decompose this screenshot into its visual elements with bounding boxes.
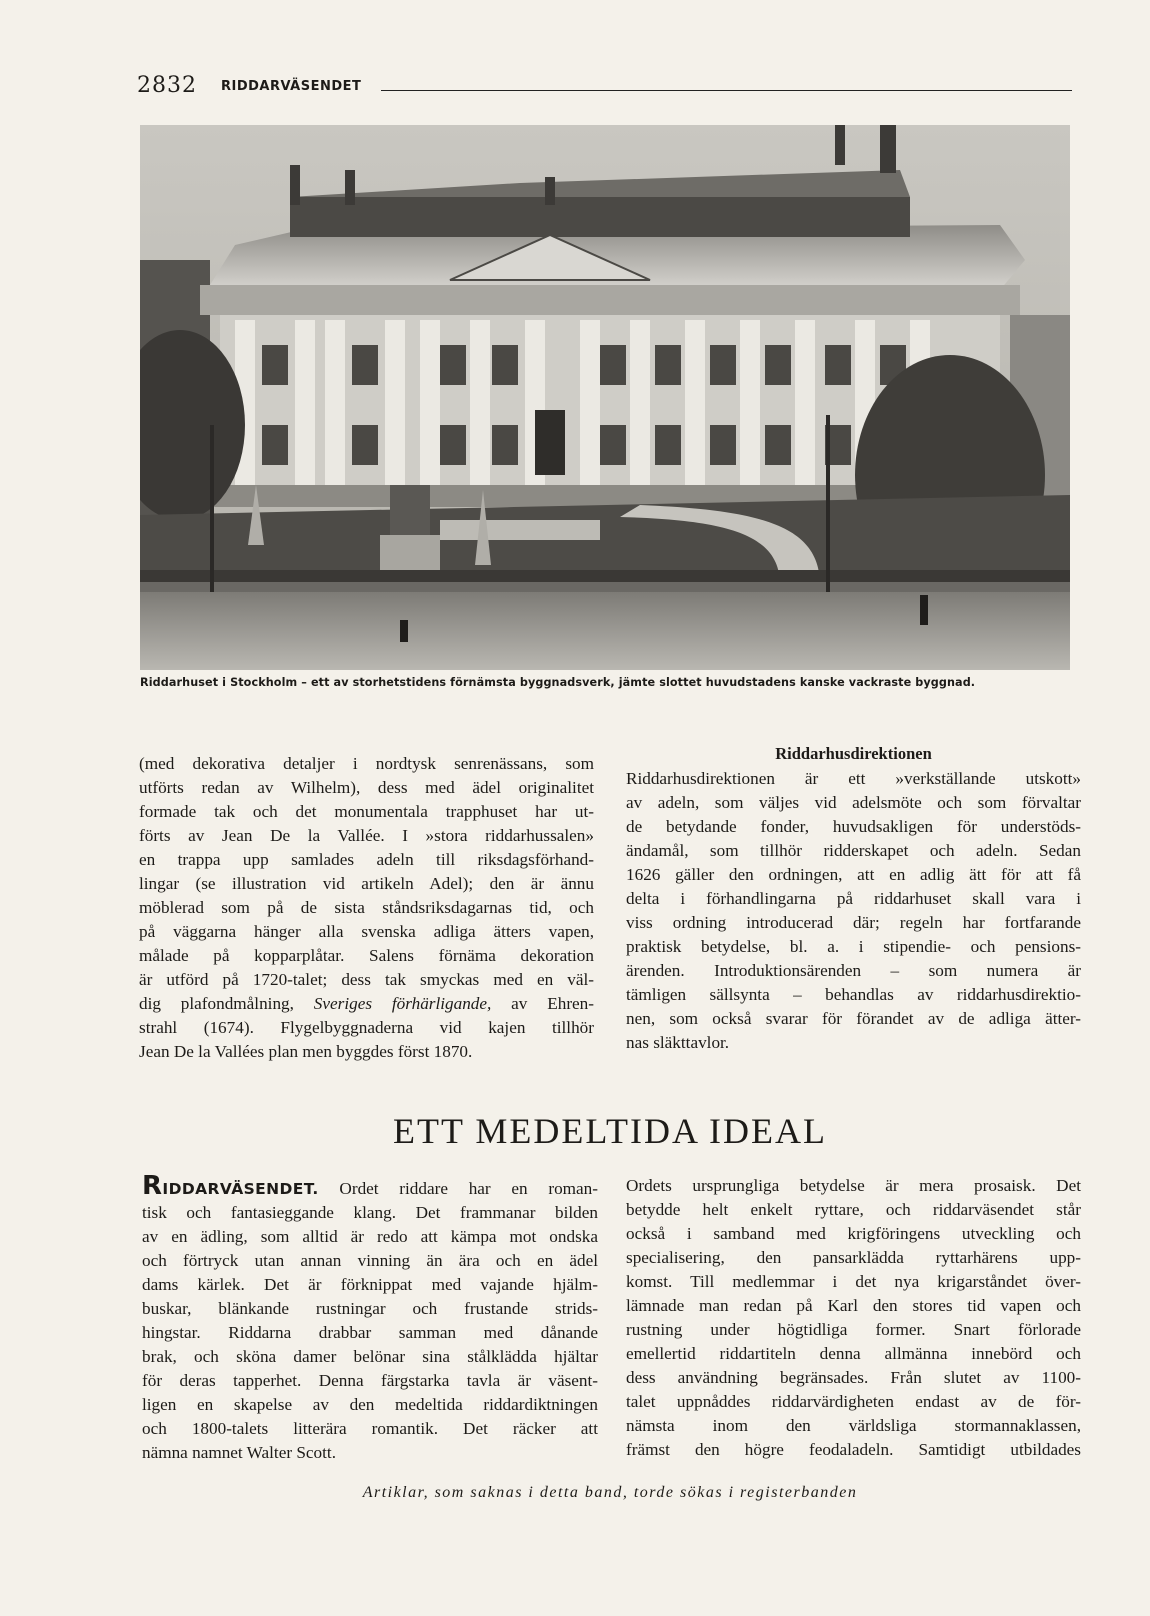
footer-note: Artiklar, som saknas i detta band, torde sökas i registerbanden [362, 1484, 858, 1501]
text-line: specialisering, den pansarklädda ryttarhärens upp- [626, 1248, 1081, 1267]
subheading: Riddarhusdirektionen [775, 744, 932, 763]
photo-caption: Riddarhuset i Stockholm – ett av storhetstidens förnämsta byggnadsverk, jämte slottet huvudstadens kanske vackraste byggnad. [140, 676, 976, 689]
running-title: RIDDARVÄSENDET [221, 79, 362, 94]
text-line: emellertid riddartiteln denna allmänna innebörd och [626, 1344, 1081, 1363]
text-line: förts av Jean De la Vallée. I »stora riddarhussalen» [139, 826, 594, 845]
text-line: dams kärlek. Det är förknippat med vajande hjälm- [142, 1275, 598, 1294]
text-line: möblerad som på de sista ståndsriksdagarnas tid, och [139, 898, 594, 917]
lead-initial: R [142, 1171, 163, 1201]
text-line: brak, och sköna damer belönar sina stålklädda hjältar [142, 1347, 598, 1366]
section-column-left [142, 1171, 598, 1465]
text-line: av adeln, som väljes vid adelsmöte och som förvaltar [626, 793, 1081, 812]
text-line: nas släkttavlor. [626, 1033, 730, 1052]
text-line: och 1800-talets litterära romantik. Det räcker att [142, 1419, 598, 1438]
section-column-right [626, 1174, 1081, 1462]
text-line: tisk och fantasieggande klang. Det frammanar bilden [142, 1203, 598, 1222]
text-line: betydde helt enkelt ryttare, och riddarväsendet står [626, 1200, 1081, 1219]
text-line: är utförd på 1720-talet; dess tak smyckas med en väl- [139, 970, 594, 989]
text-line [139, 992, 594, 1016]
riddarhuset-photo [140, 125, 1070, 670]
text-line: Ordets ursprungliga betydelse är mera prosaisk. Det [626, 1176, 1081, 1195]
text-line: målade på kopparplåtar. Salens förnäma dekoration [139, 946, 594, 965]
page-number: 2832 [137, 73, 197, 98]
artwork-title: Sveriges förhärligande, [313, 994, 492, 1013]
text-line: ligen en skapelse av den medeltida riddardiktningen [142, 1395, 598, 1414]
text-line: formade tak och det monumentala trapphuset har ut- [139, 802, 594, 821]
running-header [137, 73, 1072, 103]
header-rule [381, 90, 1072, 91]
text-line: buskar, blänkande rustningar och frustande strids- [142, 1299, 598, 1318]
text-line: av en ädling, som alltid är redo att kämpa mot ondska [142, 1227, 598, 1246]
text-line: praktisk betydelse, bl. a. i stipendie- och pensions- [626, 937, 1081, 956]
text-line: rustning under högtidliga former. Snart förlorade [626, 1320, 1081, 1339]
column-right [626, 743, 1081, 1055]
text-line: talet uppnåddes riddarvärdigheten endast av de för- [626, 1392, 1081, 1411]
text-line: hingstar. Riddarna drabbar samman med dånande [142, 1323, 598, 1342]
text-line: utförts redan av Wilhelm), dess med ädel originalitet [139, 778, 594, 797]
text-line: komst. Till medlemmar i det nya krigarståndet över- [626, 1272, 1081, 1291]
text-line: dess användning begränsades. Från slutet av 1100- [626, 1368, 1081, 1387]
text-line: (med dekorativa detaljer i nordtysk senrenässans, som [139, 754, 594, 773]
text-line: lingar (se illustration vid artikeln Adel); den är ännu [139, 874, 594, 893]
text-line: delta i förhandlingarna på riddarhuset skall vara i [626, 889, 1081, 908]
text-line: också i samband med krigföringens utveckling och [626, 1224, 1081, 1243]
text-line: viss ordning introducerad där; regeln har fortfarande [626, 913, 1081, 932]
text-line: nämna namnet Walter Scott. [142, 1443, 336, 1462]
text-line: nämsta inom den världsliga stormannaklassen, [626, 1416, 1081, 1435]
text-line: för deras tapperhet. Denna färgstarka tavla är väsent- [142, 1371, 598, 1390]
text-segment: Ordet riddare har en roman- [318, 1179, 598, 1198]
text-line: på väggarna hänger alla svenska adliga ätters vapen, [139, 922, 594, 941]
lead-word: IDDARVÄSENDET. [162, 1180, 319, 1198]
text-line: strahl (1674). Flygelbyggnaderna vid kajen tillhör [139, 1018, 594, 1037]
column-left [139, 752, 594, 1064]
text-line: ändamål, som tillhör ridderskapet och adeln. Sedan [626, 841, 1081, 860]
section-title: ETT MEDELTIDA IDEAL [393, 1111, 827, 1151]
text-line [142, 1171, 598, 1201]
text-line: tämligen sällsynta – behandlas av riddarhusdirektio- [626, 985, 1081, 1004]
text-line: och förtryck utan annan vinning än ära och en ädel [142, 1251, 598, 1270]
text-line: nen, som också svarar för förandet av de adliga ätter- [626, 1009, 1081, 1028]
text-line: Riddarhusdirektionen är ett »verkställande utskott» [626, 769, 1081, 788]
text-line: en trappa upp samlades adeln till riksdagsförhand- [139, 850, 594, 869]
text-line: de betydande fonder, huvudsakligen för understöds- [626, 817, 1081, 836]
text-line: ärenden. Introduktionsärenden – som numera är [626, 961, 1081, 980]
text-line: 1626 gäller den ordningen, att en adlig ätt för att få [626, 865, 1081, 884]
text-segment: av Ehren- [491, 994, 594, 1013]
text-line: lämnade man redan på Karl den stores tid vapen och [626, 1296, 1081, 1315]
text-segment: dig plafondmålning, [139, 994, 314, 1013]
text-line: främst den högre feodaladeln. Samtidigt utbildades [626, 1440, 1081, 1459]
text-line: Jean De la Vallées plan men byggdes först 1870. [139, 1042, 473, 1061]
